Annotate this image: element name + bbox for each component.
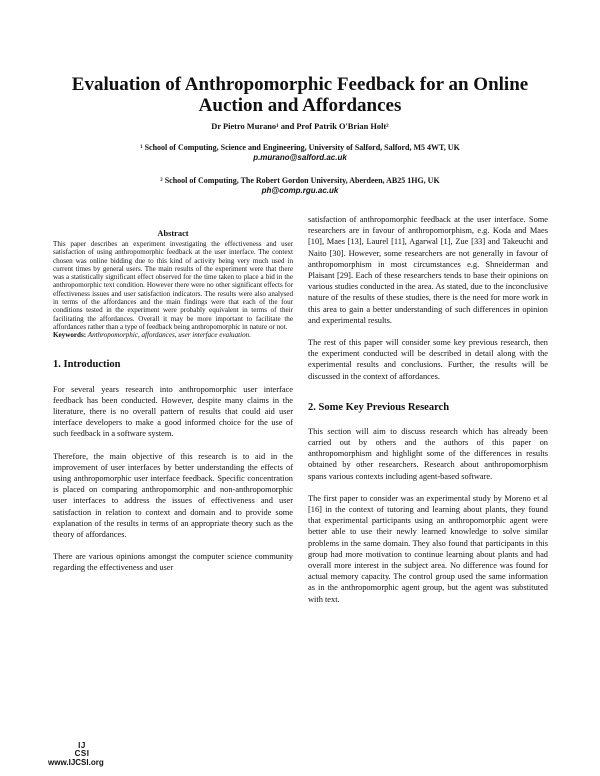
affiliation-2 [40,176,560,196]
intro-paragraph-2: Therefore, the main objective of this research is to aid in the improvement of user interfaces by better understanding the effects of using anthropomorphic user interface feedback. Specific concentration is placed on comparing anthropomorphic and non-anthropomorphic user interfaces to address the issues of effectiveness and user satisfaction in relation to context and domain and to provide some explanation of the results in terms of an appropriate theory such as the theory of affordances. [53,451,293,539]
abstract-text: This paper describes an experiment investigating the effectiveness and user satisfaction of using anthropomorphic feedback at the user interface. The context chosen was online bidding due to this kind of activity being very much used in current times by general users. The main results of the experiment were that there was a statistically significant effect observed for the time taken to place a bid in the anthropomorphic text condition. However there were no other significant effects for effectiveness issues and user satisfaction indicators. The results were also analysed in terms of the affordances and the main findings were that each of the four conditions tested in the experiment were probably equivalent in terms of their facilitating the affordances. Overall it may be more important to facilitate the affordances rather than a type of feedback being anthropomorphic in nature or not. [53,240,293,331]
section-2-heading: 2. Some Key Previous Research [308,401,450,413]
affiliation-2-text: ² School of Computing, The Robert Gordon University, Aberdeen, AB25 1HG, UK [160,176,440,185]
keywords-label: Keywords: [53,331,87,340]
journal-logo [48,742,118,767]
email-2[interactable]: ph@comp.rgu.ac.uk [261,186,339,195]
title-line-1: Evaluation of Anthropomorphic Feedback for an Online [71,74,529,95]
left-column [53,214,293,574]
right-column [308,214,548,605]
section-2-paragraph-1: This section will aim to discuss research which has already been carried out by others and the authors of this paper on anthropomorphism and highlight some of the differences in results obtained by other researchers. Research about anthropomorphism spans various contexts including agent-based software. [308,426,548,481]
journal-url[interactable]: www.IJCSI.org [48,758,104,767]
right-paragraph-2: The rest of this paper will consider some key previous research, then the experiment conducted will be described in detail along with the experimental results and conclusions. Further, the results will be discussed in the context of affordances. [308,338,548,381]
keywords-text: Anthropomorphic, affordances, user interface evaluation. [87,331,251,340]
intro-paragraph-3: There are various opinions amongst the computer science community regarding the effectiveness and user [53,552,293,573]
title-line-2: Auction and Affordances [198,95,402,116]
affiliation-1 [40,143,560,163]
affiliation-1-text: ¹ School of Computing, Science and Engineering, University of Salford, Salford, M5 4WT, UK [140,143,460,152]
right-paragraph-1: satisfaction of anthropomorphic feedback at the user interface. Some researchers are in favour of anthropomorphism, e.g. Koda and Maes [10], Maes [13], Laurel [11], Agarwal [1], Zue [33] and Takeuchi and Naito [30]. However, some researchers are not generally in favour of anthropomorphism in most circumstances e.g. Shneiderman and Plaisant [29]. Each of these researchers tends to base their opinions on various studies conducted in the area. As stated, due to the inconclusive nature of the results of these studies, there is the need for more work in this area to gain a better understanding of such differences in opinion and experimental results. [308,215,548,325]
email-1[interactable]: p.murano@salford.ac.uk [253,153,347,162]
keywords [53,331,293,339]
intro-heading: 1. Introduction [53,358,121,370]
section-2-paragraph-2: The first paper to consider was an experimental study by Moreno et al [16] in the context of tutoring and learning about plants, they found that experimental participants using an anthropomorphic agent were better able to use their newly learned knowledge to solve similar problems in the same domain. They also found that participants in this group had more motivation to continue learning about plants and had overall more interest in the subject area. No difference was found for actual memory capacity. The control group used the same information as in the anthropomorphic agent group, but the agent was substituted with text. [308,493,548,604]
abstract-heading: Abstract [157,229,189,238]
ijcsi-logo-mark: IJ CSI [74,741,90,758]
paper-title [40,74,560,116]
intro-paragraph-1: For several years research into anthropomorphic user interface feedback has been conducted. However, despite many claims in the literature, there is no overall pattern of results that could aid user interface developers to make a good informed choice for the use of such feedback in a software system. [53,384,293,439]
authors: Dr Pietro Murano¹ and Prof Patrik O'Brian Holt² [211,122,389,131]
